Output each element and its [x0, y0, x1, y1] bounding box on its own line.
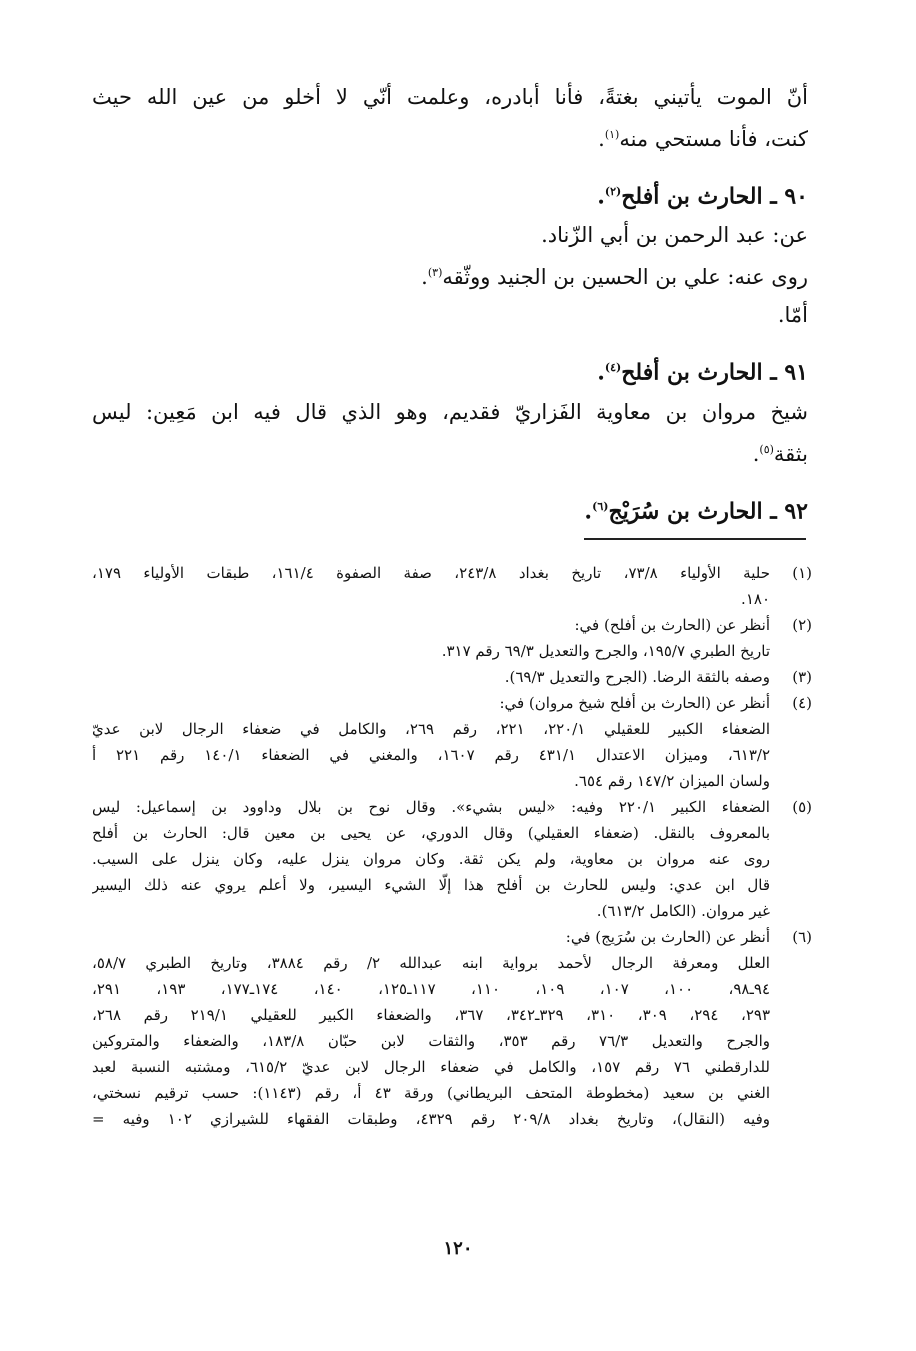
- footnote-number: (٢): [792, 616, 812, 634]
- footnote-line: تاريخ الطبري ١٩٥/٧، والجرح والتعديل ٦٩/٣ رقم ٣١٧.: [441, 642, 770, 660]
- intro-line-2: كنت، فأنا مستحي منه$^{(١)}$.: [598, 127, 808, 151]
- main-text: [92, 78, 808, 531]
- entry-91-title: ٩١ ـ الحارث بن أفلح$^{(٤)}$.: [597, 359, 808, 386]
- footnote-1: [92, 560, 812, 612]
- footnote-line: أنظر عن (الحارث بن أفلح شيخ مروان) في:: [499, 694, 770, 712]
- footnote-line: الغني بن سعيد (مخطوطة المتحف البريطاني) ورقة ٤٣ أ، رقم (١١٤٣): حسب ترقيم نسختي،: [92, 1084, 770, 1102]
- footnote-line: ٢٩٣، ٢٩٤، ٣٠٩، ٣١٠، ٣٢٩ـ٣٤٢، ٣٦٧، والضعفاء الكبير للعقيلي ٢١٩/١ رقم ٢٦٨،: [92, 1006, 770, 1024]
- footnote-line: قال ابن عدي: وليس للحارث بن أفلح هذا إلّا الشيء اليسير، ولا أعلم يروي عنه ذلك اليسير: [92, 876, 770, 894]
- footnote-line: أنظر عن (الحارث بن أفلح) في:: [574, 616, 770, 634]
- footnote-separator: [584, 538, 806, 540]
- footnote-line: الضعفاء الكبير للعقيلي ٢٢٠/١، ٢٢١، رقم ٢٦٩، والكامل في ضعفاء الرجال لابن عديّ: [92, 720, 770, 738]
- entry-90-line-3: أمّا.: [777, 303, 808, 328]
- footnote-ref-4: (٤): [604, 361, 622, 375]
- footnote-number: (١): [792, 564, 812, 582]
- footnote-line: وصفه بالثقة الرضا. (الجرح والتعديل ٦٩/٣).: [504, 668, 770, 686]
- footnote-3: [92, 664, 812, 690]
- footnote-number: (٥): [792, 798, 812, 816]
- footnote-5: [92, 794, 812, 924]
- footnote-line: الضعفاء الكبير ٢٢٠/١ وفيه: «ليس بشيء». وقال نوح بن بلال وداوود بن إسماعيل: ليس: [92, 798, 770, 816]
- footnote-line: بالمعروف بالنقل. (ضعفاء العقيلي) وقال الدوري، عن يحيى بن معين قال: الحارث بن أفلح: [92, 824, 770, 842]
- footnote-line: ٦١٣/٢، وميزان الاعتدال ٤٣١/١ رقم ١٦٠٧، والمغني في الضعفاء ١٤٠/١ رقم ٢٢١ أ: [92, 746, 770, 764]
- footnote-line: حلية الأولياء ٧٣/٨، تاريخ بغداد ٢٤٣/٨، صفة الصفوة ١٦١/٤، طبقات الأولياء ١٧٩،: [92, 564, 770, 582]
- footnote-number: (٦): [792, 928, 812, 946]
- footnote-ref-3: (٣): [427, 266, 443, 280]
- footnote-line: وفيه (النقال)، وتاريخ بغداد ٢٠٩/٨ رقم ٤٣٢٩، وطبقات الفقهاء للشيرازي ١٠٢ وفيه =: [92, 1110, 770, 1128]
- footnote-6: [92, 924, 812, 1132]
- footnote-line: أنظر عن (الحارث بن سُرَيج) في:: [565, 928, 770, 946]
- entry-92-title: ٩٢ ـ الحارث بن سُرَيْج$^{(٦)}$.: [584, 497, 808, 524]
- footnote-line: والجرح والتعديل ٧٦/٣ رقم ٣٥٣، والثقات لابن حبّان ١٨٣/٨، والضعفاء والمتروكين: [92, 1032, 770, 1050]
- footnote-line: روى عنه مروان بن معاوية، ولم يكن ثقة. وكان مروان ينزل عليه، وكان ينزل على السيب.: [92, 850, 770, 868]
- footnote-4: [92, 690, 812, 794]
- footnote-number: (٤): [792, 694, 812, 712]
- entry-91-line-2: بثقة$^{(٥)}$.: [752, 441, 808, 466]
- entry-90-title: ٩٠ ـ الحارث بن أفلح$^{(٢)}$.: [597, 183, 808, 210]
- footnote-ref-5: (٥): [759, 442, 774, 456]
- footnotes: [92, 560, 812, 1132]
- footnote-line: ولسان الميزان ١٤٧/٢ رقم ٦٥٤.: [574, 772, 770, 790]
- entry-91-line-1: شيخ مروان بن معاوية الفَزاريّ فقديم، وهو الذي قال فيه ابن مَعِين: ليس: [92, 399, 808, 424]
- footnote-line: غير مروان. (الكامل ٦١٣/٢).: [596, 902, 770, 920]
- footnote-2: [92, 612, 812, 664]
- entry-90-line-1: عن: عبد الرحمن بن أبي الزّناد.: [541, 223, 808, 248]
- page-number: ١٢٠: [443, 1238, 473, 1259]
- footnote-line: للدارقطني ٧٦ رقم ١٥٧، والكامل في ضعفاء الرجال لابن عديّ ٦١٥/٢، ومشتبه النسبة لعبد: [92, 1058, 770, 1076]
- footnote-line: ٩٤ـ٩٨، ١٠٠، ١٠٧، ١٠٩، ١١٠، ١١٧ـ١٢٥، ١٤٠، ١٧٤ـ١٧٧، ١٩٣، ٢٩١،: [92, 980, 770, 998]
- intro-line-1: أنّ الموت يأتيني بغتةً، فأنا أبادره، وعلمت أنّي لا أخلو من عين الله حيث: [92, 85, 808, 109]
- entry-90-line-2: روى عنه: علي بن الحسين بن الجنيد ووثّقه$^{(٣)}$.: [421, 265, 808, 290]
- footnote-line: ١٨٠.: [741, 590, 770, 608]
- footnote-ref-2: (٢): [604, 185, 622, 198]
- footnote-line: العلل ومعرفة الرجال لأحمد برواية ابنه عبدالله ٢/ رقم ٣٨٨٤، وتاريخ الطبري ٥٨/٧،: [92, 954, 770, 972]
- footnote-number: (٣): [792, 668, 812, 686]
- footnote-ref-1: (١): [604, 128, 620, 141]
- footnote-ref-6: (٦): [592, 499, 609, 513]
